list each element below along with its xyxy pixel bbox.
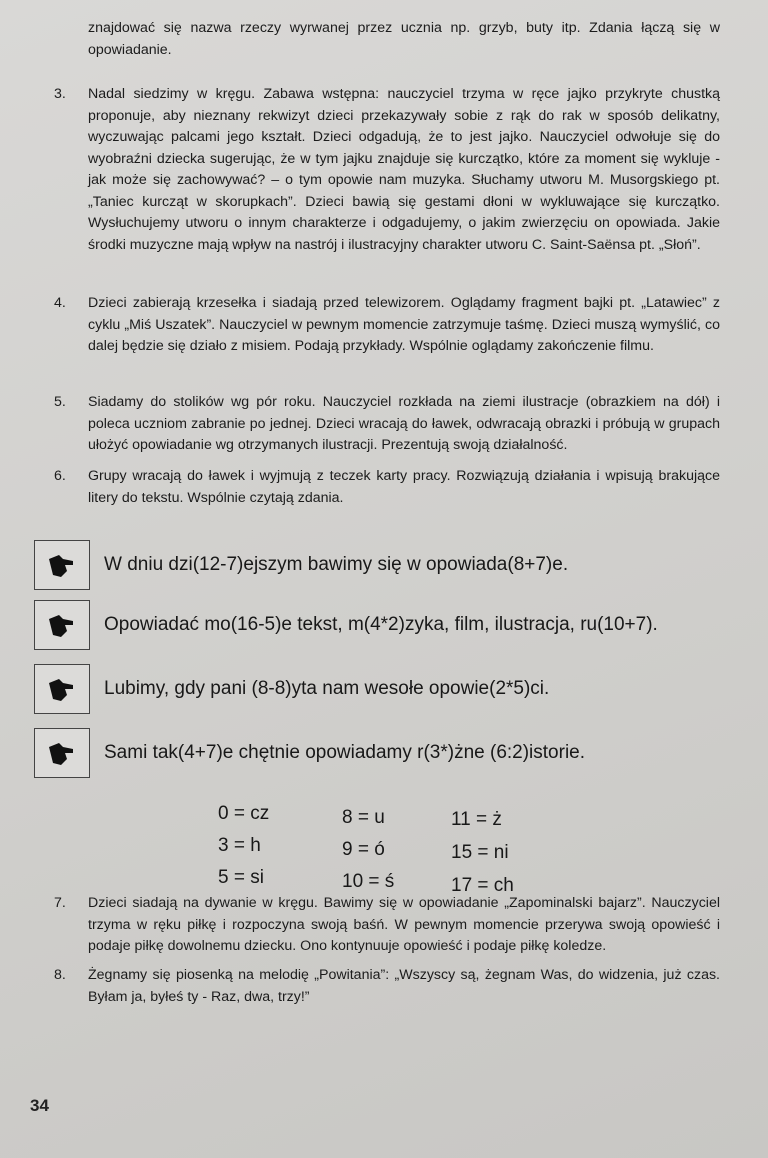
- list-item-number: 5.: [54, 394, 66, 410]
- exercise-text: Sami tak(4+7)e chętnie opowiadamy r(3*)żne (6:2)istorie.: [104, 742, 586, 763]
- page-number: 34: [30, 1096, 49, 1115]
- legend-entry: 15 = ni: [451, 842, 509, 863]
- legend-entry: 5 = si: [218, 867, 264, 888]
- legend-entry: 9 = ó: [342, 839, 385, 860]
- exercise-icon-box: [34, 540, 90, 590]
- pencil-hand-icon: [47, 741, 77, 767]
- list-item-text: Siadamy do stolików wg pór roku. Nauczyciel rozkłada na ziemi ilustracje (obrazkiem na dół) i poleca uczniom zabranie po jednej. Dzieci wracają do ławek, odwracają obrazki i próbują w grupach ułożyć opowiadanie wg otrzymanych ilustracji. Prezentują swoją działalność.: [88, 394, 720, 453]
- legend-entry: 0 = cz: [218, 803, 270, 824]
- exercise-row: [34, 664, 734, 716]
- list-item-text: Nadal siedzimy w kręgu. Zabawa wstępna: nauczyciel trzyma w ręce jajko przykryte chustką proponuje, aby nieznany rekwizyt dzieci przekazywały sobie z rąk do rak w sposób delikatny, wyczuwając palcami jego kształt. Dzieci odgadują, że to jest jajko. Nauczyciel odwołuje się do wyobraźni dziecka sugerując, że w tym jajku znajduje się kurczątko, które za moment się wykluje - jak może się zachowywać? – o tym opowie nam muzyka. Słuchamy utworu M. Musorgskiego pt. „Taniec kurcząt w skorupkach”. Dzieci bawią się gestami dłoni w wykluwające się kurczątko. Wysłuchujemy utworu o innym charakterze i odgadujemy, o jakim zwierzęciu on opowiada. Jakie środki muzyczne mają wpływ na nastrój i ilustracyjny charakter utworu C. Saint-Saënsa pt. „Słoń”.: [88, 86, 720, 253]
- list-item-text: Dzieci zabierają krzesełka i siadają przed telewizorem. Oglądamy fragment bajki pt. „Latawiec” z cyklu „Miś Uszatek”. Nauczyciel w pewnym momencie zatrzymuje taśmę. Dzieci muszą wymyślić, co dalej będzie się działo z misiem. Podają przykłady. Wspólnie oglądamy zakończenie filmu.: [88, 295, 720, 354]
- pencil-hand-icon: [47, 613, 77, 639]
- exercise-icon-box: [34, 600, 90, 650]
- list-item-number: 4.: [54, 295, 66, 311]
- legend-entry: 11 = ż: [451, 809, 502, 830]
- legend-entry: 8 = u: [342, 807, 385, 828]
- legend-entry: 10 = ś: [342, 871, 395, 892]
- pencil-hand-icon: [47, 553, 77, 579]
- exercise-text: Lubimy, gdy pani (8-8)yta nam wesołe opowie(2*5)ci.: [104, 678, 550, 699]
- exercise-row: [34, 600, 734, 652]
- list-item-text: Grupy wracają do ławek i wyjmują z teczek karty pracy. Rozwiązują działania i wpisują brakujące litery do tekstu. Wspólnie czytają zdania.: [88, 468, 720, 506]
- exercise-text: Opowiadać mo(16-5)e tekst, m(4*2)zyka, film, ilustracja, ru(10+7).: [104, 614, 658, 635]
- list-item-number: 3.: [54, 86, 66, 102]
- exercise-icon-box: [34, 728, 90, 778]
- legend-entry: 17 = ch: [451, 875, 514, 896]
- pencil-hand-icon: [47, 677, 77, 703]
- list-item-text: Żegnamy się piosenką na melodię „Powitania”: „Wszyscy są, żegnam Was, do widzenia, już czas. Byłam ja, byłeś ty - Raz, dwa, trzy!”: [88, 967, 720, 1005]
- exercise-row: [34, 728, 734, 780]
- exercise-row: [34, 540, 734, 592]
- exercise-icon-box: [34, 664, 90, 714]
- list-item-number: 7.: [54, 895, 66, 911]
- list-item-text: Dzieci siadają na dywanie w kręgu. Bawimy się w opowiadanie „Zapominalski bajarz”. Nauczyciel trzyma w ręku piłkę i rozpoczyna swoją baśń. W pewnym momencie przerywa swoją opowieść i podaje piłkę dowolnemu dziecku. Ono kontynuuje opowieść i podaje piłkę koledze.: [88, 895, 720, 954]
- list-item-number: 6.: [54, 468, 66, 484]
- list-item-number: 8.: [54, 967, 66, 983]
- legend-entry: 3 = h: [218, 835, 261, 856]
- exercise-text: W dniu dzi(12-7)ejszym bawimy się w opowiada(8+7)e.: [104, 554, 569, 575]
- intro-continuation: znajdować się nazwa rzeczy wyrwanej przez ucznia np. grzyb, buty itp. Zdania łączą się w opowiadanie.: [88, 20, 720, 58]
